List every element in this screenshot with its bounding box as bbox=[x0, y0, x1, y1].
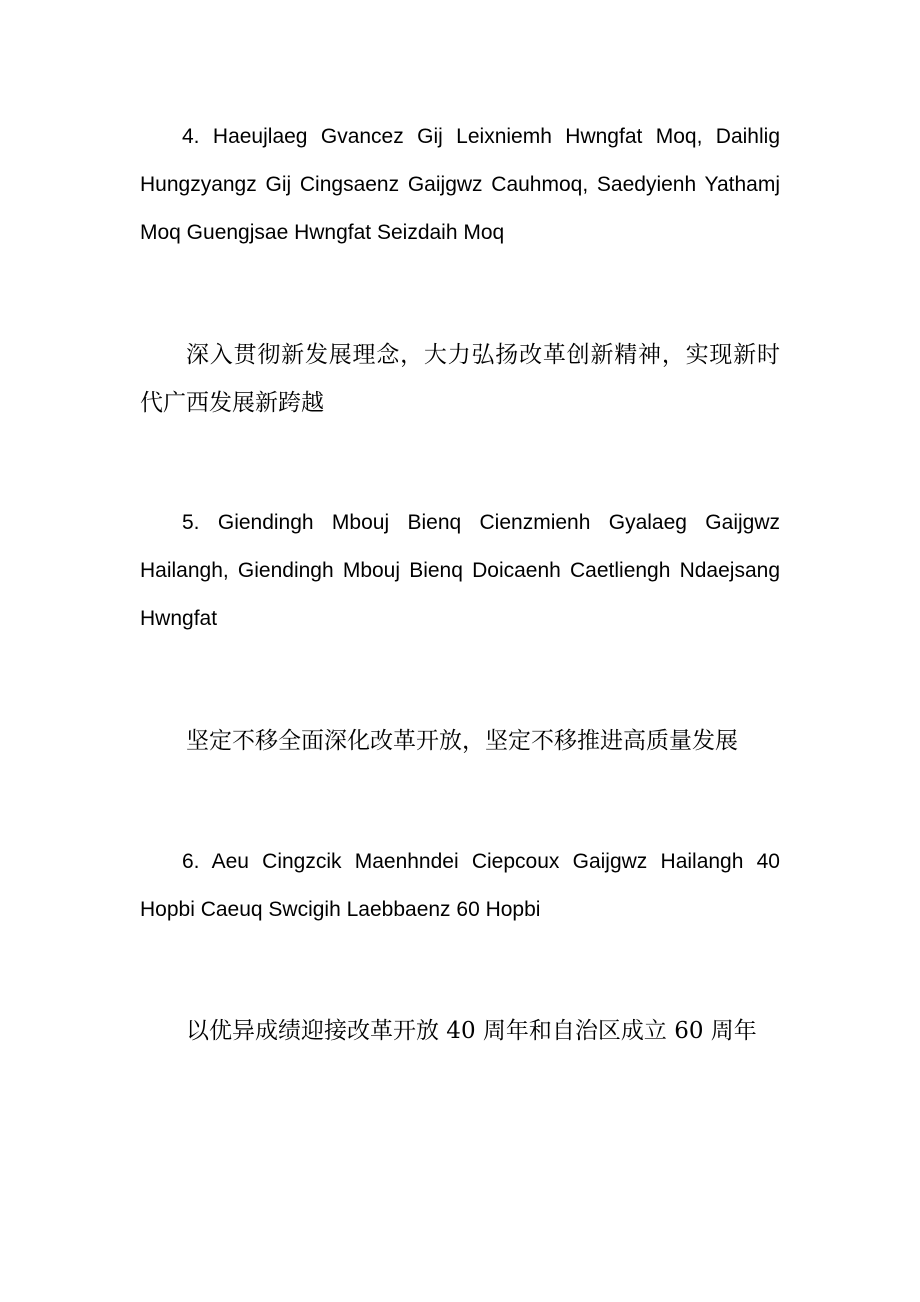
paragraph-zhuang-4: 4. Haeujlaeg Gvancez Gij Leixniemh Hwngfat Moq, Daihlig Hungzyangz Gij Cingsaenz Gaijgwz Cauhmoq, Saedyienh Yathamj Moq Guengjsae Hwngfat Seizdaih Moq bbox=[140, 125, 780, 244]
paragraph-chinese-4: 深入贯彻新发展理念，大力弘扬改革创新精神，实现新时代广西发展新跨越 bbox=[140, 342, 780, 416]
paragraph-chinese-6: 以优异成绩迎接改革开放 40 周年和自治区成立 60 周年 bbox=[186, 1018, 757, 1044]
paragraph-zhuang-6: 6. Aeu Cingzcik Maenhndei Ciepcoux Gaijgwz Hailangh 40 Hopbi Caeuq Swcigih Laebbaenz 60 Hopbi bbox=[140, 850, 780, 921]
paragraph-zhuang-5: 5. Giendingh Mbouj Bienq Cienzmienh Gyalaeg Gaijgwz Hailangh, Giendingh Mbouj Bienq Doicaenh Caetliengh Ndaejsang Hwngfat bbox=[140, 511, 780, 630]
paragraph-chinese-5: 坚定不移全面深化改革开放，坚定不移推进高质量发展 bbox=[186, 728, 738, 754]
